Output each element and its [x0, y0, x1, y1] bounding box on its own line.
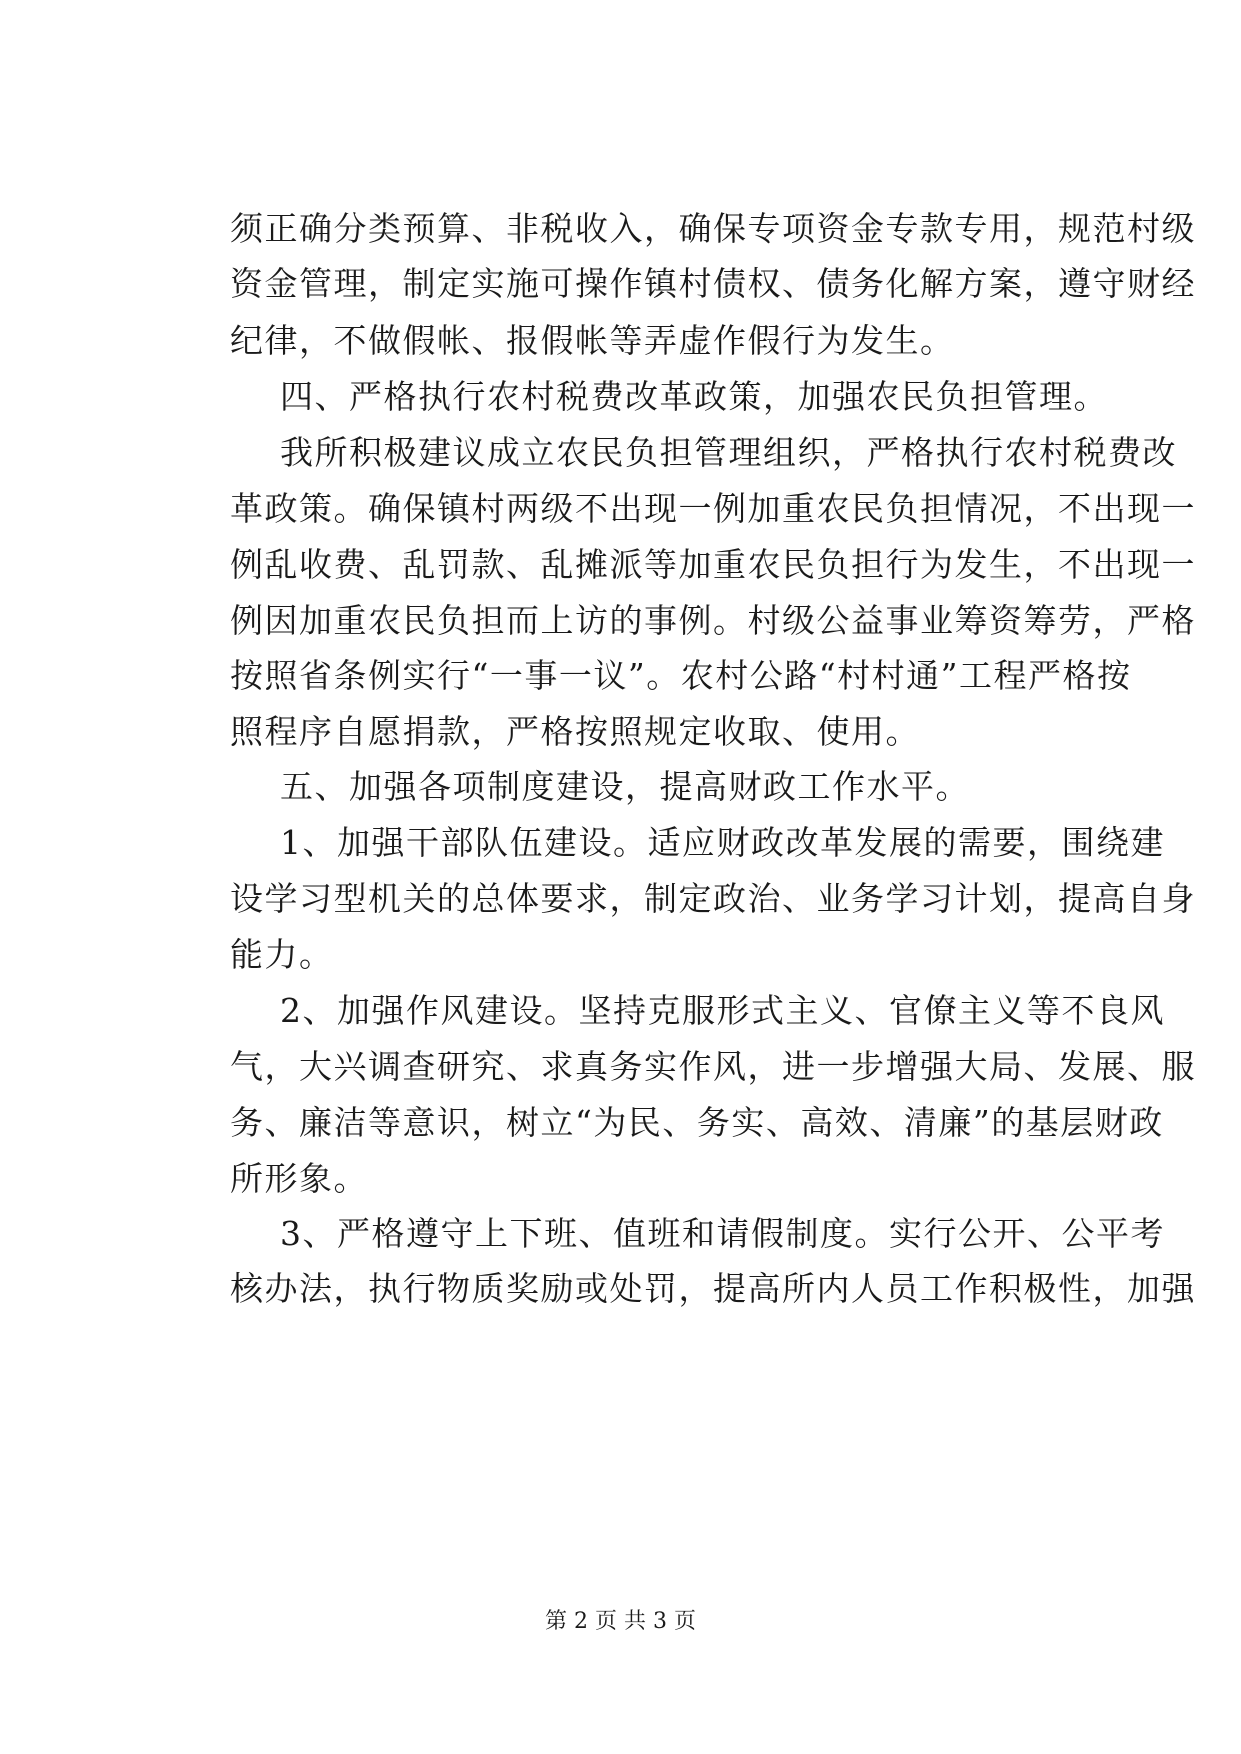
text-line: 3、严格遵守上下班、值班和请假制度。实行公开、公平考 — [280, 1214, 1165, 1253]
text-line: 所形象。 — [230, 1159, 368, 1198]
text-line: 我所积极建议成立农民负担管理组织，严格执行农村税费改 — [280, 433, 1177, 472]
text-line: 纪律，不做假帐、报假帐等弄虚作假行为发生。 — [230, 321, 955, 360]
text-line: 例乱收费、乱罚款、乱摊派等加重农民负担行为发生，不出现一 — [230, 545, 1196, 584]
text-line: 设学习型机关的总体要求，制定政治、业务学习计划，提高自身 — [230, 879, 1196, 918]
text-line: 资金管理，制定实施可操作镇村债权、债务化解方案，遵守财经 — [230, 264, 1196, 303]
text-line: 务、廉洁等意识，树立“为民、务实、高效、清廉”的基层财政 — [230, 1103, 1164, 1142]
text-line: 革政策。确保镇村两级不出现一例加重农民负担情况，不出现一 — [230, 489, 1196, 528]
section-heading: 四、严格执行农村税费改革政策，加强农民负担管理。 — [280, 377, 1108, 416]
text-line: 气，大兴调查研究、求真务实作风，进一步增强大局、发展、服 — [230, 1047, 1196, 1086]
page-footer: 第 2 页 共 3 页 — [545, 1609, 696, 1634]
text-line: 能力。 — [230, 935, 334, 974]
text-line: 例因加重农民负担而上访的事例。村级公益事业筹资筹劳，严格 — [230, 601, 1196, 640]
text-line: 1、加强干部队伍建设。适应财政改革发展的需要，围绕建 — [280, 823, 1165, 862]
section-heading: 五、加强各项制度建设，提高财政工作水平。 — [280, 767, 970, 806]
text-line: 核办法，执行物质奖励或处罚，提高所内人员工作积极性，加强 — [230, 1269, 1196, 1308]
text-line: 按照省条例实行“一事一议”。农村公路“村村通”工程严格按 — [230, 656, 1132, 695]
text-line: 须正确分类预算、非税收入，确保专项资金专款专用，规范村级 — [230, 209, 1196, 248]
text-line: 照程序自愿捐款，严格按照规定收取、使用。 — [230, 712, 920, 751]
text-line: 2、加强作风建设。坚持克服形式主义、官僚主义等不良风 — [280, 991, 1165, 1030]
